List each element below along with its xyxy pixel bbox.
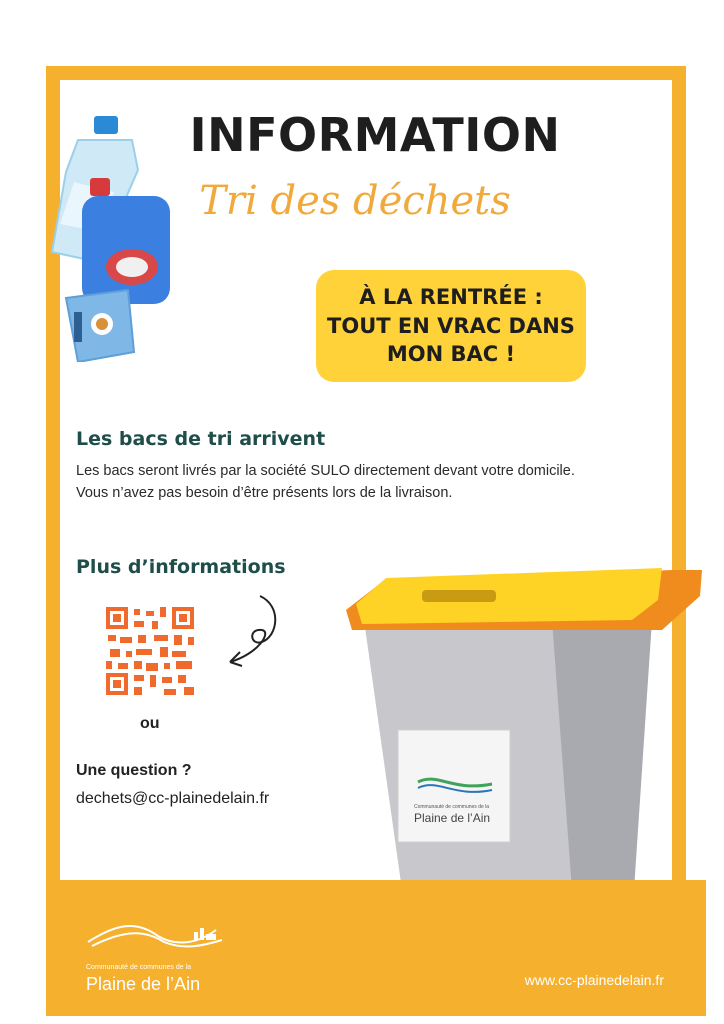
bin-label-card [398,730,510,842]
page-title: INFORMATION [189,108,561,162]
footer-org-subtitle: Communauté de communes de la [86,964,192,971]
bin-label-name: Plaine de l’Ain [414,811,491,825]
section-heading-more-info: Plus d’informations [76,556,286,578]
callout-line: MON BAC ! [386,342,516,367]
curved-arrow-icon [222,592,292,672]
paragraph-line: Vous n’avez pas besoin d’être présents lors de la livraison. [76,485,453,502]
carton-icon [66,290,134,362]
qr-code[interactable] [104,605,196,697]
callout-line: TOUT EN VRAC DANS [327,313,575,338]
footer-band [46,880,706,1016]
callout-badge [316,270,586,382]
contact-email-link[interactable]: dechets@cc-plainedelain.fr [76,790,270,807]
question-label: Une question ? [76,762,192,779]
recycling-bin-icon [342,560,712,890]
footer-org-name: Plaine de l’Ain [86,974,201,994]
page-subtitle: Tri des déchets [199,178,511,224]
bin-label-small: Communauté de communes de la [414,804,490,810]
delivery-paragraph [76,460,636,505]
footer-website-link[interactable]: www.cc-plainedelain.fr [524,972,664,988]
section-heading-bins: Les bacs de tri arrivent [76,428,326,450]
paragraph-line: Les bacs seront livrés par la société SULO directement devant votre domicile. [76,463,575,479]
or-label: ou [140,715,160,732]
callout-line: À LA RENTRÉE : [359,285,543,310]
logo-icon [86,910,236,950]
